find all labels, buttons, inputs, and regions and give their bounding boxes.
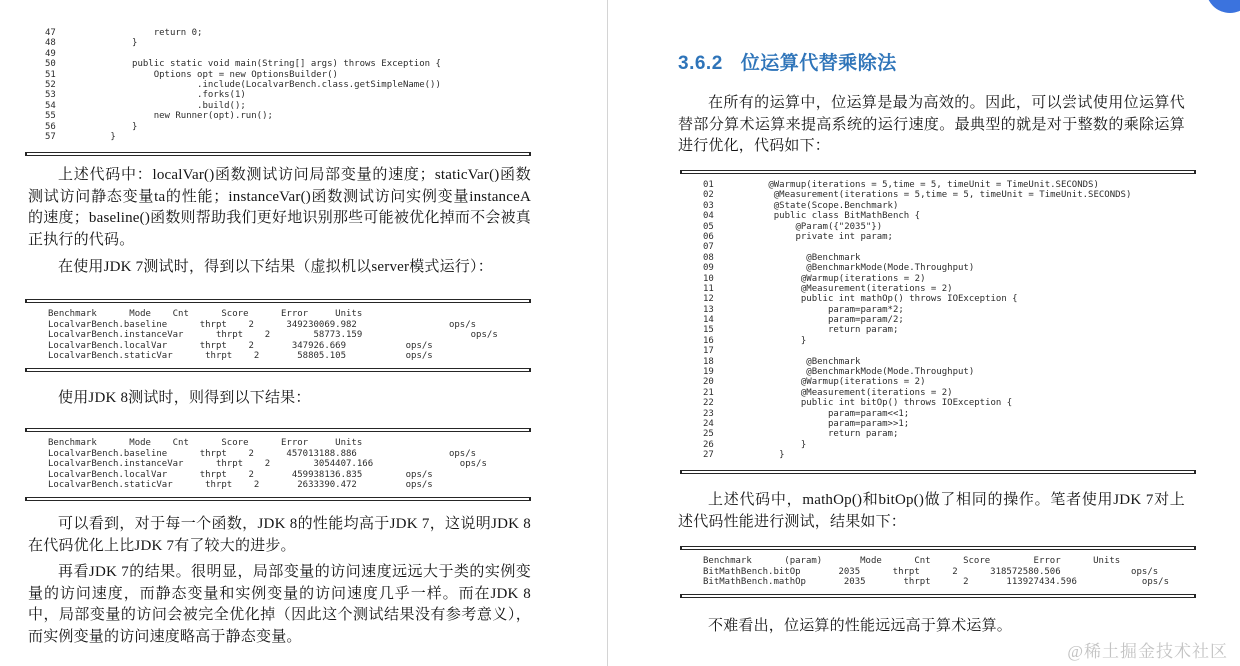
code-line-number: 54 xyxy=(45,100,56,111)
code-line-text: @BenchmarkMode(Mode.Throughput) xyxy=(725,367,975,378)
code-line-number: 13 xyxy=(703,304,714,315)
paragraph-conclusion-jdk-compare: 可以看到，对于每一个函数，JDK 8的性能均高于JDK 7，这说明JDK 8在代码优化上比JDK 7有了较大的进步。 xyxy=(28,516,531,554)
code-line-number: 15 xyxy=(703,325,714,336)
code-line-number: 26 xyxy=(703,439,714,450)
paragraph-conclusion-variable-access: 再看JDK 7的结果。很明显，局部变量的访问速度远远大于类的实例变量的访问速度，而静态变量和实例变量的访问速度几乎一样。而在JDK 8中，局部变量的访问会被完全优化掉（因此这个测试结果没有参考意义），而实例变量的访问速度略高于静态变量。 xyxy=(28,564,531,645)
code-line-text: param=param*2; xyxy=(725,304,904,315)
code-line xyxy=(703,429,1131,439)
code-line xyxy=(45,132,441,142)
code-line-text: @Measurement(iterations = 5,time = 5, timeUnit = TimeUnit.SECONDS) xyxy=(725,190,1132,201)
code-line-number: 57 xyxy=(45,131,56,142)
code-line-number: 53 xyxy=(45,90,56,101)
code-line-text: return param; xyxy=(725,325,899,336)
code-line-text: .include(LocalvarBench.class.getSimpleName()) xyxy=(67,79,441,90)
code-line-text: param=param<<1; xyxy=(725,408,910,419)
code-line xyxy=(703,398,1131,408)
code-line-text: } xyxy=(725,450,785,461)
benchmark-table-line: LocalvarBench.baseline thrpt 2 349230069.982 ops/s xyxy=(48,319,477,330)
code-line-text: .build(); xyxy=(67,100,246,111)
code-line xyxy=(703,274,1131,284)
code-line-text: @Warmup(iterations = 2) xyxy=(725,377,926,388)
horizontal-rule xyxy=(680,170,1196,174)
code-line-text: public class BitMathBench { xyxy=(725,211,921,222)
code-line xyxy=(703,222,1131,232)
code-line-text: } xyxy=(725,439,807,450)
benchmark-table-line: LocalvarBench.localVar thrpt 2 347926.669 ops/s xyxy=(48,340,433,351)
code-line-number: 48 xyxy=(45,38,56,49)
section-title: 位运算代替乘除法 xyxy=(740,53,897,74)
code-line-number: 55 xyxy=(45,111,56,122)
benchmark-table-line: BitMathBench.bitOp 2035 thrpt 2 318572580.506 ops/s xyxy=(703,566,1159,577)
code-line-number: 08 xyxy=(703,252,714,263)
paragraph-bitop-intro: 在所有的运算中，位运算是最为高效的。因此，可以尝试使用位运算代替部分算术运算来提高系统的运行速度。最典型的就是对于整数的乘除运算进行优化，代码如下： xyxy=(678,95,1185,154)
code-line-number: 21 xyxy=(703,387,714,398)
paragraph-jdk7-intro: 在使用JDK 7测试时，得到以下结果（虚拟机以server模式运行）： xyxy=(58,259,493,275)
code-line xyxy=(703,336,1131,346)
code-line-number: 10 xyxy=(703,273,714,284)
code-line xyxy=(703,180,1131,190)
code-line-number: 49 xyxy=(45,48,56,59)
benchmark-table-line: LocalvarBench.staticVar thrpt 2 2633390.472 ops/s xyxy=(48,480,433,490)
code-line-text: } xyxy=(67,131,116,142)
code-line xyxy=(45,49,441,59)
code-line-number: 11 xyxy=(703,283,714,294)
code-line-number: 22 xyxy=(703,398,714,409)
code-line xyxy=(45,80,441,90)
code-line xyxy=(703,190,1131,200)
code-line-number: 18 xyxy=(703,356,714,367)
code-line-text: public int bitOp() throws IOException { xyxy=(725,398,1013,409)
code-line xyxy=(703,294,1131,304)
code-line-text: .forks(1) xyxy=(67,90,246,101)
left-page xyxy=(0,0,607,666)
code-line-text: param=param/2; xyxy=(725,315,904,326)
code-line xyxy=(703,346,1131,356)
code-line xyxy=(45,90,441,100)
code-line-text: new Runner(opt).run(); xyxy=(67,111,273,122)
code-block-localvarbench-main xyxy=(45,28,441,142)
benchmark-table-line: LocalvarBench.instanceVar thrpt 2 3054407.166 ops/s xyxy=(48,459,487,469)
code-line-text: } xyxy=(67,38,138,49)
benchmark-table-line: Benchmark Mode Cnt Score Error Units xyxy=(48,309,363,319)
code-line-text: public static void main(String[] args) throws Exception { xyxy=(67,59,441,70)
code-line xyxy=(703,388,1131,398)
code-line xyxy=(703,440,1131,450)
code-line xyxy=(703,242,1131,252)
code-line-number: 07 xyxy=(703,242,714,253)
code-line-number: 17 xyxy=(703,346,714,357)
code-line xyxy=(45,122,441,132)
code-line-text: return 0; xyxy=(67,28,203,38)
code-line xyxy=(703,409,1131,419)
horizontal-rule xyxy=(25,152,531,156)
code-line-number: 47 xyxy=(45,28,56,38)
code-line-number: 03 xyxy=(703,200,714,211)
benchmark-table-jdk8 xyxy=(48,438,487,491)
code-line xyxy=(45,101,441,111)
code-line-text: return param; xyxy=(725,429,899,440)
code-line xyxy=(45,38,441,48)
paragraph-bitop-test-intro: 上述代码中，mathOp()和bitOp()做了相同的操作。笔者使用JDK 7对上述代码性能进行测试，结果如下： xyxy=(678,492,1185,530)
code-line xyxy=(703,357,1131,367)
code-line-text: Options opt = new OptionsBuilder() xyxy=(67,69,338,80)
code-block-bitmathbench xyxy=(703,180,1131,461)
section-heading xyxy=(678,48,897,75)
code-line xyxy=(703,419,1131,429)
paragraph-bitop-conclusion: 不难看出，位运算的性能远远高于算术运算。 xyxy=(708,618,1013,634)
code-line-number: 14 xyxy=(703,315,714,326)
code-line-number: 12 xyxy=(703,294,714,305)
code-line-text: } xyxy=(67,121,138,132)
code-line xyxy=(45,28,441,38)
code-line-number: 16 xyxy=(703,335,714,346)
right-page xyxy=(608,0,1240,666)
code-line-text: @Measurement(iterations = 2) xyxy=(725,387,953,398)
code-line-number: 24 xyxy=(703,418,714,429)
horizontal-rule xyxy=(680,470,1196,474)
code-line xyxy=(703,377,1131,387)
code-line xyxy=(703,325,1131,335)
juejin-watermark: @稀土掘金技术社区 xyxy=(1067,642,1228,661)
horizontal-rule xyxy=(25,368,531,372)
code-line-text: @State(Scope.Benchmark) xyxy=(725,200,899,211)
code-line-number: 01 xyxy=(703,180,714,190)
code-line-text: public int mathOp() throws IOException { xyxy=(725,294,1018,305)
horizontal-rule xyxy=(25,299,531,303)
code-line xyxy=(703,367,1131,377)
code-line xyxy=(45,59,441,69)
horizontal-rule xyxy=(25,428,531,432)
benchmark-table-line: LocalvarBench.staticVar thrpt 2 58805.105 ops/s xyxy=(48,351,433,361)
code-line-text: @Param({"2035"}) xyxy=(725,221,883,232)
benchmark-table-line: LocalvarBench.baseline thrpt 2 457013188.886 ops/s xyxy=(48,448,477,459)
code-line xyxy=(703,315,1131,325)
code-line-number: 19 xyxy=(703,367,714,378)
benchmark-table-line: Benchmark Mode Cnt Score Error Units xyxy=(48,438,363,448)
code-line-number: 56 xyxy=(45,121,56,132)
code-line xyxy=(703,450,1131,460)
code-line-number: 02 xyxy=(703,190,714,201)
horizontal-rule xyxy=(25,497,531,501)
code-line-text: @Benchmark xyxy=(725,356,861,367)
code-line-number: 20 xyxy=(703,377,714,388)
benchmark-table-jdk7 xyxy=(48,309,498,362)
code-line xyxy=(703,263,1131,273)
code-line-text: @Warmup(iterations = 2) xyxy=(725,273,926,284)
code-line-text: private int param; xyxy=(725,231,893,242)
code-line-text: } xyxy=(725,335,807,346)
code-line-number: 06 xyxy=(703,231,714,242)
code-line-text: @Warmup(iterations = 5,time = 5, timeUnit = TimeUnit.SECONDS) xyxy=(725,180,1099,190)
benchmark-table-line: BitMathBench.mathOp 2035 thrpt 2 113927434.596 ops/s xyxy=(703,577,1169,587)
code-line-number: 52 xyxy=(45,79,56,90)
paragraph-code-explanation: 上述代码中：localVar()函数测试访问局部变量的速度；staticVar()函数测试访问静态变量ta的性能；instanceVar()函数测试访问实例变量instanceA的速度；baseline()函数则帮助我们更好地识别那些可能被优化掉而不会被真正执行的代码。 xyxy=(28,167,531,248)
benchmark-table-bitmath xyxy=(703,556,1169,588)
code-line xyxy=(703,201,1131,211)
code-line xyxy=(45,111,441,121)
code-line-number: 51 xyxy=(45,69,56,80)
code-line-number: 05 xyxy=(703,221,714,232)
code-line-number: 27 xyxy=(703,450,714,461)
horizontal-rule xyxy=(680,546,1196,550)
code-line xyxy=(703,211,1131,221)
code-line xyxy=(703,232,1131,242)
section-number: 3.6.2 xyxy=(678,53,723,74)
code-line-text: @Benchmark xyxy=(725,252,861,263)
code-line-number: 25 xyxy=(703,429,714,440)
code-line-number: 09 xyxy=(703,263,714,274)
code-line xyxy=(703,253,1131,263)
benchmark-table-line: Benchmark (param) Mode Cnt Score Error Units xyxy=(703,556,1121,566)
code-line-text: param=param>>1; xyxy=(725,418,910,429)
benchmark-table-line: LocalvarBench.localVar thrpt 2 459938136.835 ops/s xyxy=(48,469,433,480)
code-line xyxy=(703,284,1131,294)
horizontal-rule xyxy=(680,594,1196,598)
benchmark-table-line: LocalvarBench.instanceVar thrpt 2 58773.159 ops/s xyxy=(48,330,498,340)
code-line-text: @Measurement(iterations = 2) xyxy=(725,283,953,294)
code-line-number: 04 xyxy=(703,211,714,222)
code-line xyxy=(45,70,441,80)
code-line xyxy=(703,305,1131,315)
paragraph-jdk8-intro: 使用JDK 8测试时，则得到以下结果： xyxy=(58,390,311,406)
code-line-number: 50 xyxy=(45,59,56,70)
code-line-number: 23 xyxy=(703,408,714,419)
code-line-text: @BenchmarkMode(Mode.Throughput) xyxy=(725,263,975,274)
